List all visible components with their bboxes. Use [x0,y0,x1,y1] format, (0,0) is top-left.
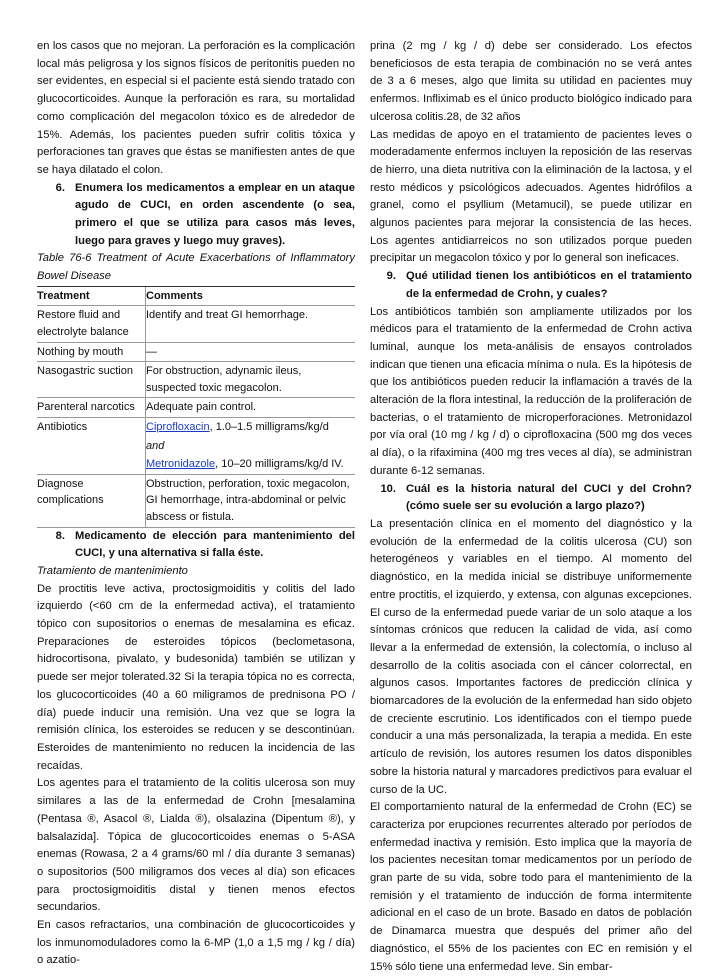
and-text: and [146,439,165,452]
question-8 [37,528,355,563]
treatment-cell-empty [37,455,146,474]
right-paragraph-4: La presentación clínica en el momento del diagnóstico y la evolución de la enfermedad de la colitis ulcerosa (CU) son heterogéneos y variables en el tiempo. Al momento del diagnóstico, en la medida inicial se distribuye uniformemente entre proctitis, el izquierdo, y extensa, con algunas excepciones. El curso de la enfermedad puede variar de un solo ataque a los síntomas crónicos que reducen la calidad de vida, así como llevar a la enfermedad de extensión, la colectomía, o incluso al desarrollo de la colitis asociada con el cáncer colorrectal, en algunos casos. Importantes factores de predicción clínica y biomarcadores de la evolución de la enfermedad han sido objeto de creciente escrutinio. Los identificados con el tiempo puede conducir a una más personalizada, la terapia a medida. En este artículo de revisión, los autores resumen los datos disponibles sobre la historia natural y marcadores predictivos para evaluar el curso de la UC. [370,517,692,796]
treatment-table [37,287,355,528]
question-6 [37,180,355,251]
table-row [37,418,355,437]
treatment-cell: Nasogastric suction [37,362,146,398]
comments-cell [146,455,356,474]
question-8-text: Medicamento de elección para mantenimiento del CUCI, y una alternativa si falla éste. [75,529,355,560]
treatment-cell: Diagnose complications [37,474,146,527]
left-paragraph-4: En casos refractarios, una combinación de glucocorticoides y los inmunomoduladores como la 6-MP (1,0 a 1,5 mg / kg / día) o azatio- [37,919,355,967]
question-9-number: 9. [386,270,396,283]
right-column [370,38,692,976]
table-header-row [37,287,355,306]
left-column [37,38,355,970]
comments-cell: Identify and treat GI hemorrhage. [146,309,309,322]
metronidazole-link[interactable]: Metronidazole [146,458,216,471]
right-paragraph-2: Las medidas de apoyo en el tratamiento de pacientes leves o moderadamente enfermos incluyen la reposición de las reservas de hierro, una dieta nutritiva con la eliminación de la lactosa, y el resto médicos y psicológicos adecuados. Agentes hidrófilos a granel, como el psyllium (Metamucil), se puede utilizar en algunos pacientes para mejorar la consistencia de las heces. Los agentes antidiarreicos no son utilizados porque pueden precipitar un megacolon tóxico y por lo general son ineficaces. [370,128,692,265]
question-10-text: Cuál es la historia natural del CUCI y del Crohn? (cómo suele ser su evolución a largo plazo?) [406,482,692,513]
subheading: Tratamiento de mantenimiento [37,564,188,577]
treatment-cell: Restore fluid and electrolyte balance [37,306,146,342]
comments-cell: Obstruction, perforation, toxic megacolon, GI hemorrhage, intra-abdominal or pelvic abscess or fistula. [146,477,350,523]
ciprofloxacin-link[interactable]: Ciprofloxacin [146,421,210,433]
treatment-cell: Nothing by mouth [37,342,146,362]
right-paragraph-1: prina (2 mg / kg / d) debe ser considerado. Los efectos beneficiosos de esta terapia de combinación no se verá antes de 3 a 6 meses, algo que limita su utilidad en pacientes muy enfermos. Infliximab es el único producto biológico indicado para ulcerosa colitis.28, de 32 años [370,40,692,123]
question-10 [370,481,692,516]
header-treatment: Treatment [37,287,146,306]
left-paragraph-2: De proctitis leve activa, proctosigmoiditis y colitis del lado izquierdo (<60 cm de la enfermedad activa), el tratamiento tópico con supositorios o enemas de mesalamina es eficaz. Preparaciones de esteroides tópicos (beclometasona, hidrocortisona, pivalato, y budesonida) también se utilizan y puede ser mejor tolerated.32 Si la terapia tópica no es correcta, los glucocorticoides (40 a 60 miligramos de prednisona PO / día) puede inducir una remisión. Una vez que se logra la remisión clínica, los esteroides se reducen y se descontinúan. Esteroides de mantenimiento no reducen la incidencia de las recaídas. [37,582,355,772]
left-paragraph-1: en los casos que no mejoran. La perforación es la complicación local más peligrosa y los signos físicos de peritonitis pueden no ser evidentes, en especial si el paciente está siendo tratado con glucocorticoides. Aunque la perforación es rara, su mortalidad como complicación del megacolon tóxico es de alrededor de 15%. Además, los pacientes pueden sufrir colitis tóxica y perforaciones tan graves que éstas se manifiesten antes de que se haya dilatado el colon. [37,40,355,176]
question-9 [370,268,692,303]
right-paragraph-3: Los antibióticos también son ampliamente utilizados por los médicos para el tratamiento de la enfermedad de Crohn activa luminal, aunque los meta-análisis de ensayos controlados indican que tienen una eficacia mínima o nula. Es la hipótesis de que los antibióticos pueden reducir la inflamación a través de la alteración de la flora intestinal, la reducción de la proliferación de bacterias, o el tratamiento de microperforaciones. Metronidazol por vía oral (10 mg / kg / d) o ciprofloxacina (500 mg dos veces al día), o la rifaximina (400 mg tres veces al día), se administran durante 6-12 semanas. [370,305,692,477]
ciprofloxacin-dose: , 1.0–1.5 milligrams/kg/d [209,421,329,433]
question-6-number: 6. [55,181,65,194]
treatment-cell: Antibiotics [37,418,146,437]
table-row [37,342,355,362]
header-comments: Comments [146,289,203,302]
table-row [37,306,355,342]
treatment-cell-empty [37,437,146,456]
table-row [37,474,355,527]
question-8-number: 8. [55,529,65,542]
comments-cell: Adequate pain control. [146,401,257,414]
left-paragraph-3: Los agentes para el tratamiento de la colitis ulcerosa son muy similares a las de la enfermedad de Crohn [mesalamina (Pentasa ®, Asacol ®, Lialda ®), olsalazina (Dipentum ®), y balsalazida]. Tópica de glucocorticoides enemas o 5-ASA enemas (Rowasa, 2 a 4 grams/60 ml / día durante 3 semanas) o supositorios (500 miligramos dos veces al día) son eficaces para proctosigmoiditis distal y tienen menos efectos secundarios. [37,777,355,914]
table-row [37,455,355,474]
treatment-cell: Parenteral narcotics [37,398,146,418]
table-row [37,362,355,398]
comments-cell: For obstruction, adynamic ileus, suspected toxic megacolon. [146,365,302,394]
table-caption: Table 76-6 Treatment of Acute Exacerbations of Inflammatory Bowel Disease [37,250,355,286]
table-row [37,398,355,418]
question-10-number: 10. [380,482,396,495]
question-6-text: Enumera los medicamentos a emplear en un ataque agudo de CUCI, en orden ascendente (o sea, primero el que se utiliza para casos más leves, luego para graves y luego muy graves). [75,181,355,247]
comments-cell [146,437,356,456]
question-9-text: Qué utilidad tienen los antibióticos en el tratamiento de la enfermedad de Crohn, y cuales? [406,270,692,300]
comments-cell: — [146,345,157,358]
comments-cell [146,418,356,437]
metronidazole-dose: , 10–20 milligrams/kg/d IV. [215,458,344,471]
table-row [37,437,355,456]
right-paragraph-5: El comportamiento natural de la enfermedad de Crohn (EC) se caracteriza por erupciones recurrentes alterado por períodos de enfermedad inactiva y remisión. Esto implica que la mayoría de los pacientes necesitan tomar medicamentos por un período de gran parte de su vida, sobre todo para el mantenimiento de la remisión y el tratamiento de inducción de forma intermitente adicional en el caso de un brote. Basado en datos de población de Dinamarca muestra que después del primer año del diagnóstico, el 55% de los pacientes con EC en remisión y el 15% sólo tiene una enfermedad leve. Sin embar- [370,801,692,973]
